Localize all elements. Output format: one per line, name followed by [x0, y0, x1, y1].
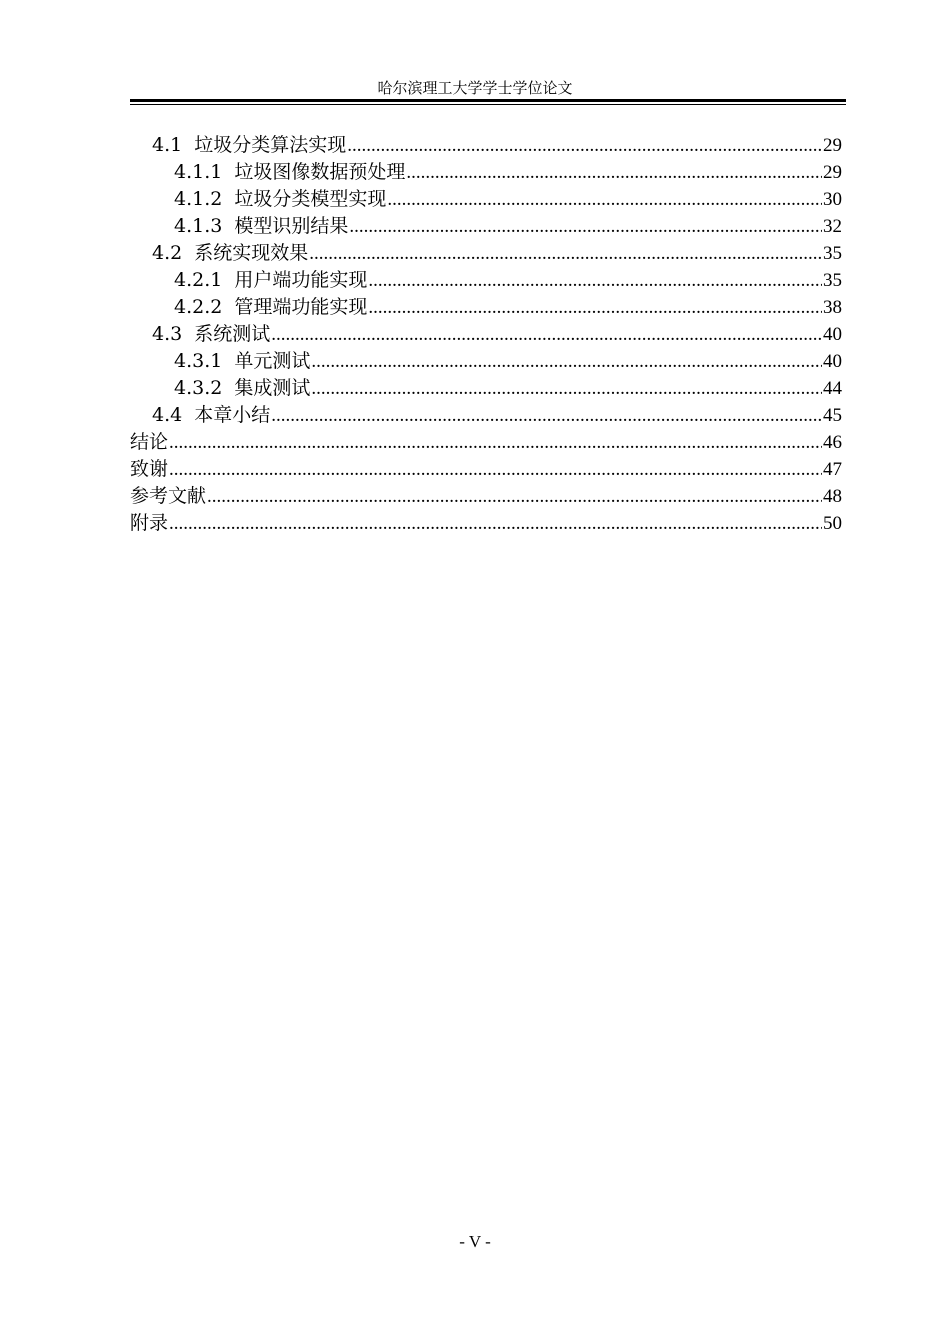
- toc-section-title: 参考文献: [130, 485, 207, 507]
- toc-page-number: 29: [823, 162, 842, 183]
- toc-entry-4-3[interactable]: [130, 321, 842, 348]
- toc-section-title: 集成测试: [234, 377, 311, 399]
- toc-section-title: 系统实现效果: [194, 242, 309, 264]
- toc-page-number: 32: [823, 216, 842, 237]
- toc-leader-dots: [169, 429, 822, 456]
- toc-page-number: 47: [823, 459, 842, 480]
- toc-entry-4-1[interactable]: [130, 132, 842, 159]
- toc-section-number: 4.3: [152, 323, 183, 345]
- header-rule-thin: [130, 104, 846, 105]
- toc-entry-4-2[interactable]: [130, 240, 842, 267]
- toc-page-number: 40: [823, 351, 842, 372]
- toc-leader-dots: [311, 375, 822, 402]
- toc-entry-4-2-1[interactable]: [130, 267, 842, 294]
- toc-page-number: 50: [823, 513, 842, 534]
- toc-section-number: 4.1: [152, 134, 183, 156]
- toc-section-title: 垃圾图像数据预处理: [234, 161, 406, 183]
- toc-page-number: 38: [823, 297, 842, 318]
- toc-section-title: 管理端功能实现: [234, 296, 368, 318]
- toc-leader-dots: [207, 483, 822, 510]
- toc-section-title: 用户端功能实现: [234, 269, 368, 291]
- toc-page-number: 44: [823, 378, 842, 399]
- toc-leader-dots: [271, 321, 822, 348]
- toc-leader-dots: [387, 186, 822, 213]
- toc-leader-dots: [368, 267, 822, 294]
- toc-page-number: 46: [823, 432, 842, 453]
- toc-section-number: 4.2.2: [174, 296, 223, 318]
- toc-entry-references[interactable]: [130, 483, 842, 510]
- toc-page-number: 48: [823, 486, 842, 507]
- toc-leader-dots: [406, 159, 822, 186]
- toc-section-title: 附录: [130, 512, 169, 534]
- toc-section-title: 本章小结: [194, 404, 271, 426]
- toc-page-number: 45: [823, 405, 842, 426]
- toc-section-number: 4.3.2: [174, 377, 223, 399]
- table-of-contents: [130, 132, 842, 537]
- toc-entry-4-3-1[interactable]: [130, 348, 842, 375]
- running-header-title: 哈尔滨理工大学学士学位论文: [377, 79, 573, 97]
- toc-page-number: 40: [823, 324, 842, 345]
- header-rule-thick: [130, 99, 846, 102]
- toc-entry-4-4[interactable]: [130, 402, 842, 429]
- toc-section-number: 4.2: [152, 242, 183, 264]
- toc-section-number: 4.2.1: [174, 269, 223, 291]
- toc-entry-4-2-2[interactable]: [130, 294, 842, 321]
- toc-section-title: 垃圾分类算法实现: [194, 134, 347, 156]
- page-number-footer: - V -: [459, 1232, 491, 1251]
- toc-leader-dots: [271, 402, 822, 429]
- toc-leader-dots: [311, 348, 822, 375]
- toc-section-number: 4.1.3: [174, 215, 223, 237]
- toc-page-number: 35: [823, 270, 842, 291]
- toc-section-number: 4.4: [152, 404, 183, 426]
- toc-section-title: 结论: [130, 431, 169, 453]
- toc-section-title: 单元测试: [234, 350, 311, 372]
- toc-section-title: 垃圾分类模型实现: [234, 188, 387, 210]
- toc-leader-dots: [169, 510, 822, 537]
- toc-leader-dots: [349, 213, 822, 240]
- toc-leader-dots: [309, 240, 822, 267]
- toc-entry-4-1-1[interactable]: [130, 159, 842, 186]
- toc-entry-4-3-2[interactable]: [130, 375, 842, 402]
- toc-entry-4-1-3[interactable]: [130, 213, 842, 240]
- toc-entry-conclusion[interactable]: [130, 429, 842, 456]
- toc-page-number: 35: [823, 243, 842, 264]
- toc-section-number: 4.1.1: [174, 161, 223, 183]
- toc-leader-dots: [368, 294, 822, 321]
- toc-entry-acknowledgements[interactable]: [130, 456, 842, 483]
- toc-leader-dots: [169, 456, 822, 483]
- toc-leader-dots: [347, 132, 822, 159]
- toc-entry-4-1-2[interactable]: [130, 186, 842, 213]
- toc-section-title: 致谢: [130, 458, 169, 480]
- toc-page-number: 29: [823, 135, 842, 156]
- toc-section-title: 模型识别结果: [234, 215, 349, 237]
- toc-section-number: 4.3.1: [174, 350, 223, 372]
- toc-page-number: 30: [823, 189, 842, 210]
- toc-section-title: 系统测试: [194, 323, 271, 345]
- toc-entry-appendix[interactable]: [130, 510, 842, 537]
- toc-section-number: 4.1.2: [174, 188, 223, 210]
